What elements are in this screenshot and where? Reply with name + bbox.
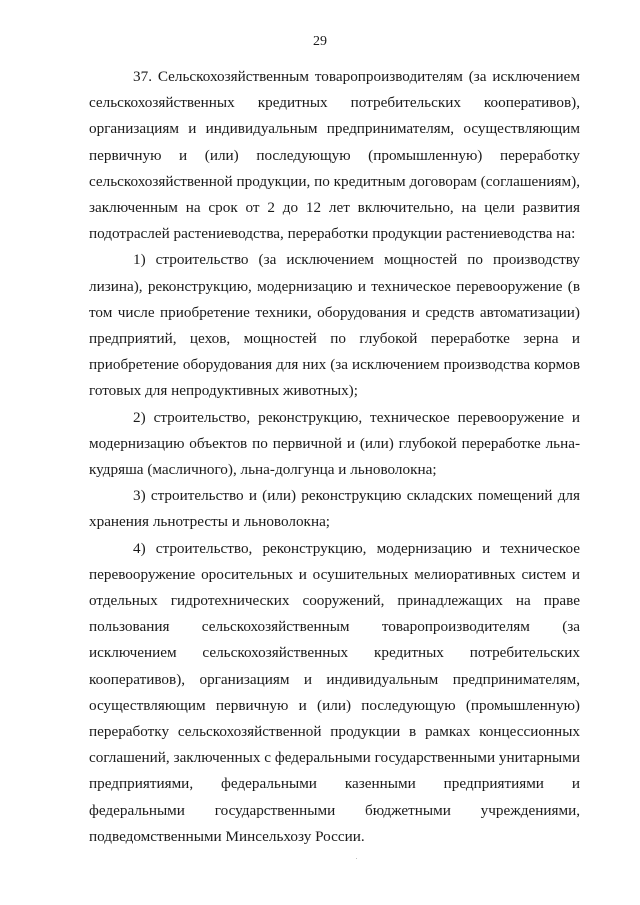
scan-speck <box>356 858 357 859</box>
paragraph-item-1: 1) строительство (за исключением мощностей по производству лизина), реконструкцию, модернизацию и техническое перевооружение (в том числе приобретение техники, оборудования и средств автоматизации) предприятий, цехов, мощностей по глубокой переработке зерна и приобретение оборудования для них (за исключением производства кормов готовых для непродуктивных животных); <box>89 251 580 400</box>
paragraph-item-2: 2) строительство, реконструкцию, техническое перевооружение и модернизацию объектов по первичной и (или) глубокой переработке льна-кудряша (масличного), льна-долгунца и льноволокна; <box>89 408 580 479</box>
paragraph-item-4: 4) строительство, реконструкцию, модернизацию и техническое перевооружение оросительных и осушительных мелиоративных систем и отдельных гидротехнических сооружений, принадлежащих на праве пользования сельскохозяйственным товаропроизводителям (за исключением сельскохозяйственных кредитных потребительских кооперативов), организациям и индивидуальным предпринимателям, осуществляющим первичную и (или) последующую (промышленную) переработку сельскохозяйственной продукции в рамках концессионных соглашений, заключенных с федеральными государственными унитарными предприятиями, федеральными казенными предприятиями и федеральными государственными бюджетными учреждениями, подведомственными Минсельхозу России. <box>89 539 580 845</box>
paragraph-37-intro: 37. Сельскохозяйственным товаропроизводителям (за исключением сельскохозяйственных кредитных потребительских кооперативов), организациям и индивидуальным предпринимателям, осуществляющим первичную и (или) последующую (промышленную) переработку сельскохозяйственной продукции, по кредитным договорам (соглашениям), заключенным на срок от 2 до 12 лет включительно, на цели развития подотраслей растениеводства, переработки продукции растениеводства на: <box>89 68 580 243</box>
page-number: 29 <box>313 34 327 49</box>
paragraph-item-3: 3) строительство и (или) реконструкцию складских помещений для хранения льнотресты и льноволокна; <box>89 487 580 531</box>
document-body <box>89 64 580 850</box>
